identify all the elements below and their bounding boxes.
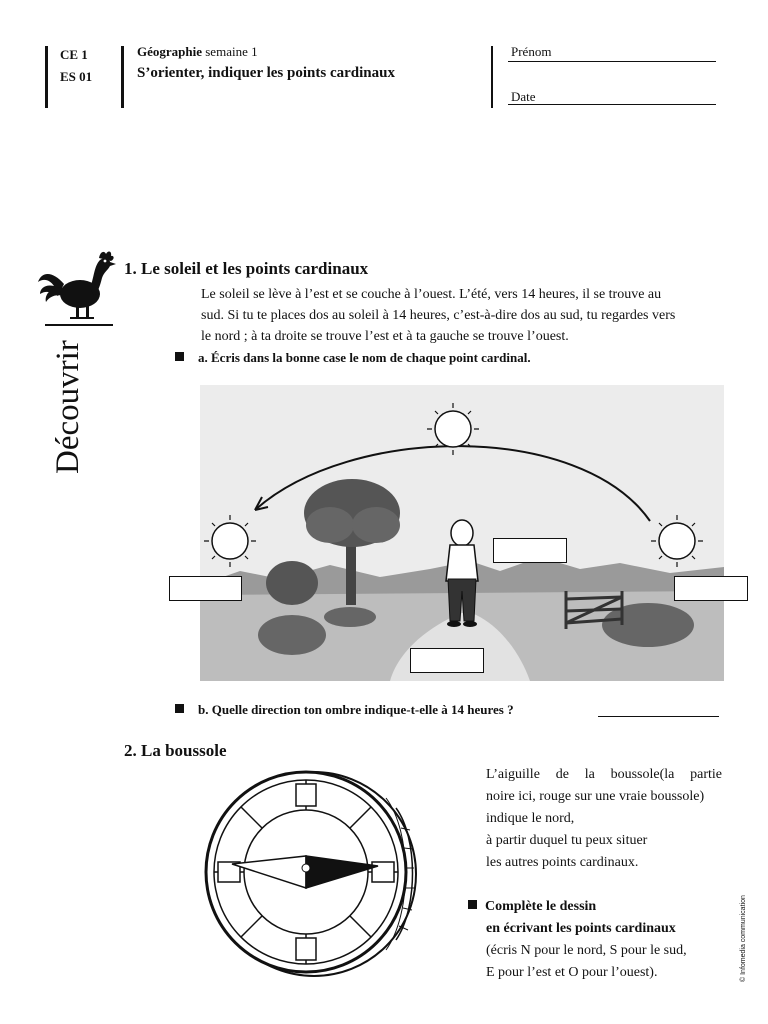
section2-line3: indique le nord, [486,811,575,826]
answer-b-line[interactable] [598,716,719,717]
bullet-square-icon [175,704,184,713]
subject-line [137,44,258,60]
question-a-text: a. Écris dans la bonne case le nom de chaque point cardinal. [198,350,531,365]
level-label: CE 1 [60,47,88,62]
question-b-text: b. Quelle direction ton ombre indique-t-elle à 14 heures ? [198,702,514,717]
task-line4: E pour l’est et O pour l’ouest). [486,965,658,980]
date-label: Date [511,89,536,104]
section2-text [486,764,722,874]
compass-icon [196,768,426,988]
section2-line2: noire ici, rouge sur une vraie boussole) [486,789,705,804]
section1-text [201,284,721,347]
page-title: S’orienter, indiquer les points cardinaux [137,65,395,81]
answer-box-south[interactable] [410,648,484,673]
header-bar-left [45,46,48,108]
week-label: semaine 1 [205,44,258,59]
subject-label: Géographie [137,44,202,59]
section1-line3: le nord ; à ta droite se trouve l’est et à ta gauche se trouve l’ouest. [201,329,569,344]
section-tab-label: Découvrir [50,340,86,474]
section2-title: 2. La boussole [124,741,227,760]
section1-line1: Le soleil se lève à l’est et se couche à l’ouest. L’été, vers 14 heures, il se trouve au [201,287,662,302]
task-bold2: en écrivant les points cardinaux [486,921,676,936]
code-label: ES 01 [60,69,93,84]
answer-box-north[interactable] [493,538,567,563]
answer-box-east[interactable] [674,576,748,601]
question-a [175,350,531,366]
section2-line5: les autres points cardinaux. [486,855,639,870]
answer-box-west[interactable] [169,576,242,601]
section1-line2: sud. Si tu te places dos au soleil à 14 heures, c’est-à-dire dos au sud, tu regardes vers [201,308,676,323]
question-b [175,702,514,718]
date-field[interactable] [508,104,716,105]
header-bar-mid [121,46,124,108]
bullet-square-icon [468,900,477,909]
rooster-icon [36,242,118,324]
bullet-square-icon [175,352,184,361]
section2-task [468,896,728,984]
landscape-illustration [200,385,724,681]
firstname-label: Prénom [511,44,552,59]
task-bold1: Complète le dessin [485,899,597,914]
header-bar-right [491,46,493,108]
firstname-field[interactable] [508,61,716,62]
section2-line4: à partir duquel tu peux situer [486,833,648,848]
section1-title: 1. Le soleil et les points cardinaux [124,259,369,278]
side-divider [45,324,113,326]
section2-line1: L’aiguille de la boussole(la partie [486,767,722,782]
task-line3: (écris N pour le nord, S pour le sud, [486,943,687,958]
copyright-credit: © Infomedia communication [740,895,747,982]
